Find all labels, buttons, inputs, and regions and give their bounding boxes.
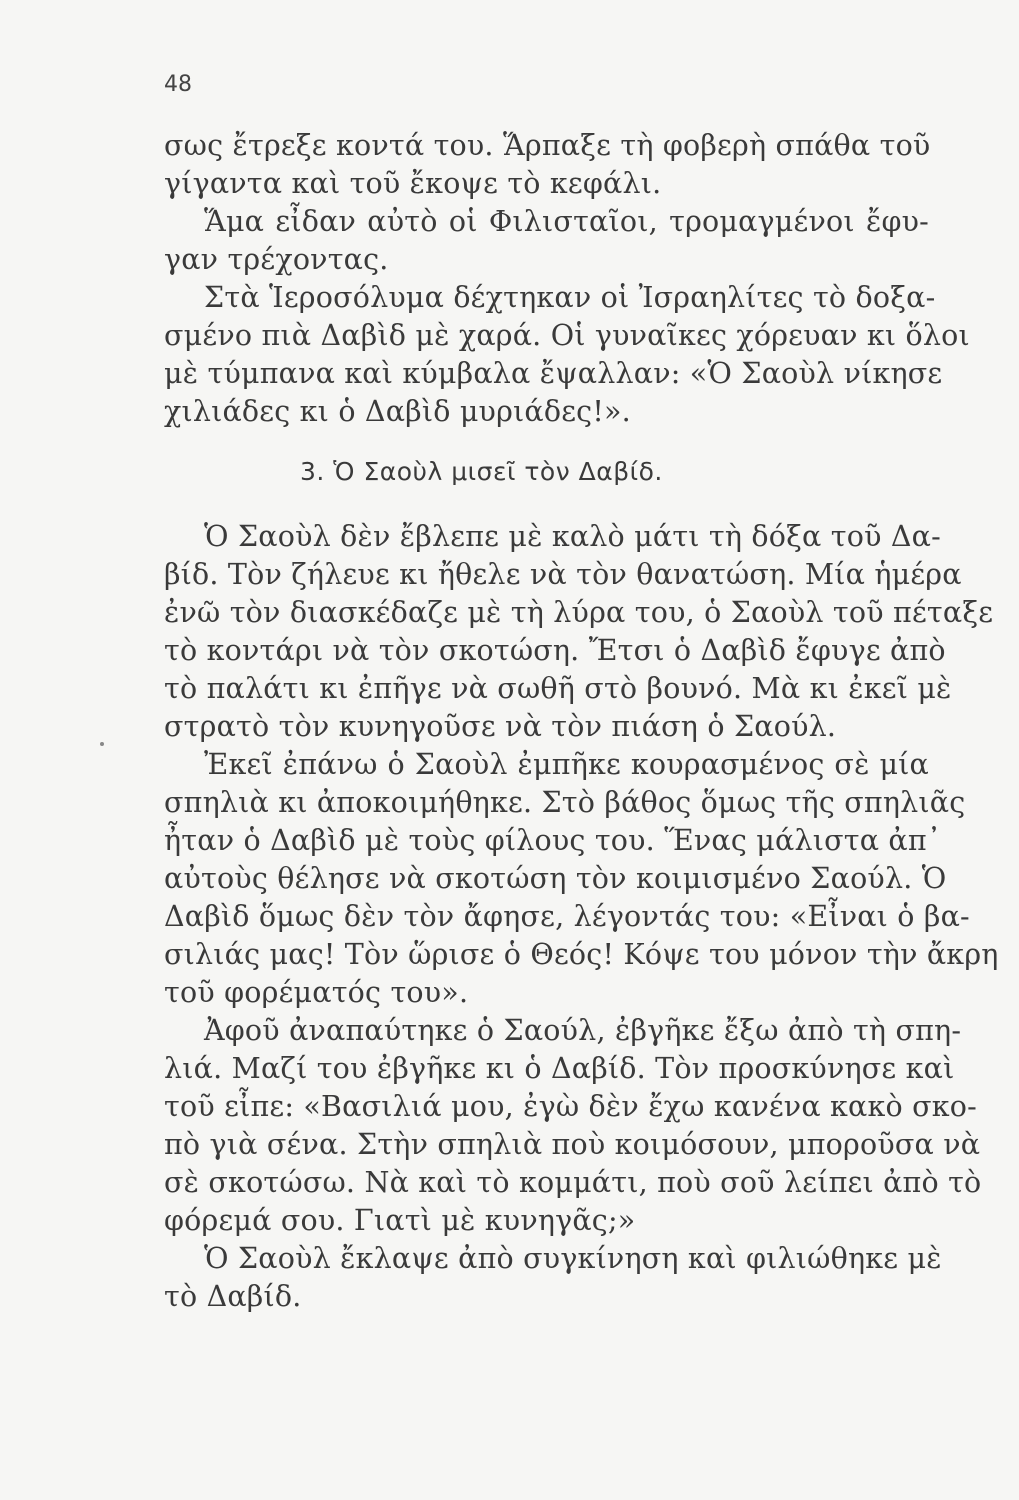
text-line: τοῦ εἶπε: «Βασιλιά μου, ἐγὼ δὲν ἔχω κανένα κακὸ σκο- (164, 1090, 977, 1123)
text-line: στρατὸ τὸν κυνηγοῦσε νὰ τὸν πιάση ὁ Σαούλ. (164, 710, 837, 743)
text-line: βίδ. Τὸν ζήλευε κι ἤθελε νὰ τὸν θανατώση. Μία ἡμέρα (164, 558, 962, 591)
section-heading: 3. Ὁ Σαοὺλ μισεῖ τὸν Δαβίδ. (300, 457, 663, 486)
text-line: σμένο πιὰ Δαβὶδ μὲ χαρά. Οἱ γυναῖκες χόρευαν κι ὅλοι (164, 319, 970, 352)
text-line: τὸ κοντάρι νὰ τὸν σκοτώση. Ἔτσι ὁ Δαβὶδ ἔφυγε ἀπὸ (164, 634, 946, 667)
text-line: Ὁ Σαοὺλ δὲν ἔβλεπε μὲ καλὸ μάτι τὴ δόξα τοῦ Δα- (204, 520, 941, 553)
text-line: σιλιάς μας! Τὸν ὥρισε ὁ Θεός! Κόψε του μόνον τὴν ἄκρη (164, 938, 999, 971)
text-line: τοῦ φορέματός του». (164, 976, 469, 1009)
text-line: Ἅμα εἶδαν αὐτὸ οἱ Φιλισταῖοι, τρομαγμένοι ἔφυ- (204, 205, 929, 238)
text-line: σπηλιὰ κι ἀποκοιμήθηκε. Στὸ βάθος ὅμως τῆς σπηλιᾶς (164, 786, 966, 819)
text-line: τὸ Δαβίδ. (164, 1280, 302, 1313)
text-line: ἐνῶ τὸν διασκέδαζε μὲ τὴ λύρα του, ὁ Σαοὺλ τοῦ πέταξε (164, 596, 994, 629)
text-line: φόρεμά σου. Γιατὶ μὲ κυνηγᾶς;» (164, 1204, 636, 1237)
text-line: μὲ τύμπανα καὶ κύμβαλα ἔψαλλαν: «Ὁ Σαοὺλ νίκησε (164, 357, 943, 390)
text-line: χιλιάδες κι ὁ Δαβὶδ μυριάδες!». (164, 395, 631, 428)
text-line: γαν τρέχοντας. (164, 243, 389, 276)
intro-text-block (164, 127, 970, 431)
text-line: Ἐκεῖ ἐπάνω ὁ Σαοὺλ ἐμπῆκε κουρασμένος σὲ μία (204, 748, 929, 781)
text-line: Δαβὶδ ὅμως δὲν τὸν ἄφησε, λέγοντάς του: «Εἶναι ὁ βα- (164, 900, 970, 933)
text-line: τὸ παλάτι κι ἐπῆγε νὰ σωθῆ στὸ βουνό. Μὰ κι ἐκεῖ μὲ (164, 672, 952, 705)
page-number: 48 (164, 72, 192, 97)
text-line: Ὁ Σαοὺλ ἔκλαψε ἀπὸ συγκίνηση καὶ φιλιώθηκε μὲ (204, 1242, 942, 1275)
text-line: πὸ γιὰ σένα. Στὴν σπηλιὰ ποὺ κοιμόσουν, μποροῦσα νὰ (164, 1128, 981, 1161)
text-line: σὲ σκοτώσω. Νὰ καὶ τὸ κομμάτι, ποὺ σοῦ λείπει ἀπὸ τὸ (164, 1166, 982, 1199)
margin-mark (100, 742, 104, 746)
text-line: ἦταν ὁ Δαβὶδ μὲ τοὺς φίλους του. Ἕνας μάλιστα ἀπ᾽ (164, 824, 942, 857)
text-line: λιά. Μαζί του ἐβγῆκε κι ὁ Δαβίδ. Τὸν προσκύνησε καὶ (164, 1052, 955, 1085)
text-line: γίγαντα καὶ τοῦ ἔκοψε τὸ κεφάλι. (164, 167, 662, 200)
text-line: σως ἔτρεξε κοντά του. Ἅρπαξε τὴ φοβερὴ σπάθα τοῦ (164, 129, 931, 162)
text-line: αὐτοὺς θέλησε νὰ σκοτώση τὸν κοιμισμένο Σαούλ. Ὁ (164, 862, 947, 895)
text-line: Ἀφοῦ ἀναπαύτηκε ὁ Σαούλ, ἐβγῆκε ἔξω ἀπὸ τὴ σπη- (204, 1014, 962, 1047)
text-line: Στὰ Ἱεροσόλυμα δέχτηκαν οἱ Ἰσραηλίτες τὸ δοξα- (204, 281, 936, 314)
section-text-block (164, 518, 999, 1316)
